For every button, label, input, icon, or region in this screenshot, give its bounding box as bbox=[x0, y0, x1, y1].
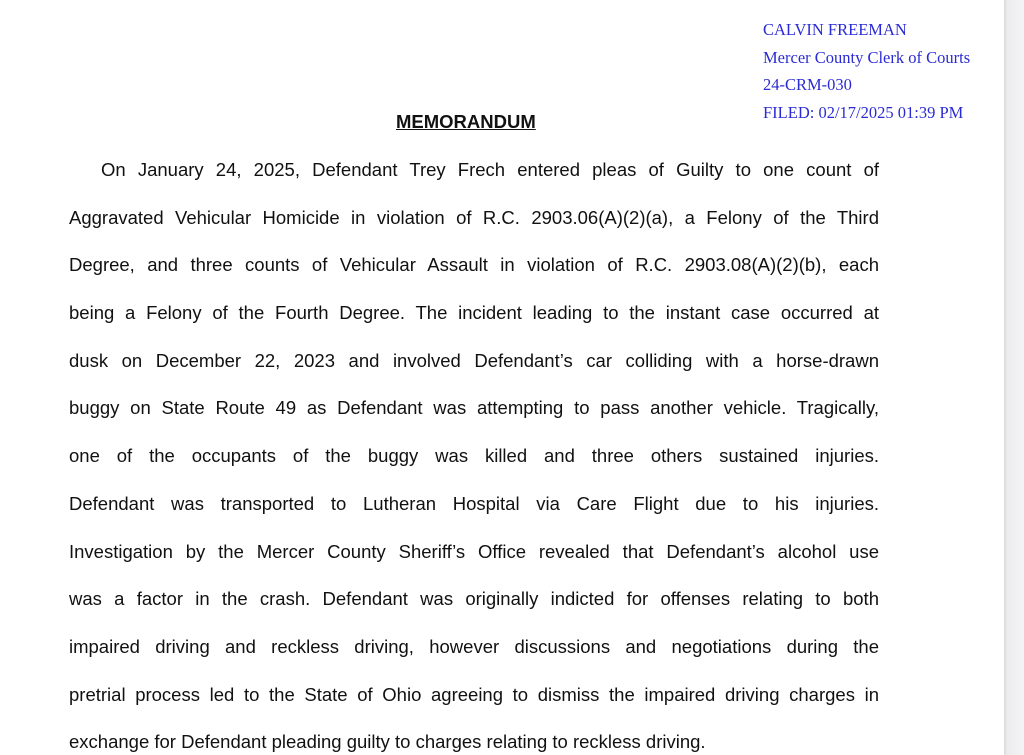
stamp-clerk-name: CALVIN FREEMAN bbox=[763, 20, 907, 39]
memo-line: dusk on December 22, 2023 and involved Defendant’s car colliding with a horse-drawn bbox=[69, 349, 879, 371]
filing-stamp bbox=[763, 16, 970, 127]
memo-title: MEMORANDUM bbox=[396, 111, 536, 132]
memo-line: pretrial process led to the State of Ohio agreeing to dismiss the impaired driving charges in bbox=[69, 683, 879, 705]
memo-line: exchange for Defendant pleading guilty to charges relating to reckless driving. bbox=[69, 731, 706, 753]
stamp-case-number: 24-CRM-030 bbox=[763, 75, 852, 95]
memo-line: Investigation by the Mercer County Sheriff’s Office revealed that Defendant’s alcohol use bbox=[69, 540, 879, 562]
memo-line: Aggravated Vehicular Homicide in violation of R.C. 2903.06(A)(2)(a), a Felony of the Third bbox=[69, 206, 879, 228]
memo-body bbox=[69, 146, 879, 755]
stamp-filed-date: FILED: 02/17/2025 01:39 PM bbox=[763, 103, 964, 123]
memo-line: buggy on State Route 49 as Defendant was attempting to pass another vehicle. Tragically, bbox=[69, 397, 879, 419]
stamp-office: Mercer County Clerk of Courts bbox=[763, 47, 971, 67]
memo-line: was a factor in the crash. Defendant was originally indicted for offenses relating to both bbox=[69, 588, 879, 610]
memo-line: impaired driving and reckless driving, however discussions and negotiations during the bbox=[69, 635, 879, 657]
memo-line: one of the occupants of the buggy was killed and three others sustained injuries. bbox=[69, 445, 879, 467]
memo-line: On January 24, 2025, Defendant Trey Frech entered pleas of Guilty to one count of bbox=[101, 159, 879, 180]
memo-line: Degree, and three counts of Vehicular Assault in violation of R.C. 2903.08(A)(2)(b), each bbox=[69, 254, 879, 276]
memo-line: being a Felony of the Fourth Degree. The incident leading to the instant case occurred at bbox=[69, 302, 879, 324]
page-edge-shadow bbox=[1004, 0, 1024, 755]
memo-line: Defendant was transported to Lutheran Hospital via Care Flight due to his injuries. bbox=[69, 492, 879, 514]
